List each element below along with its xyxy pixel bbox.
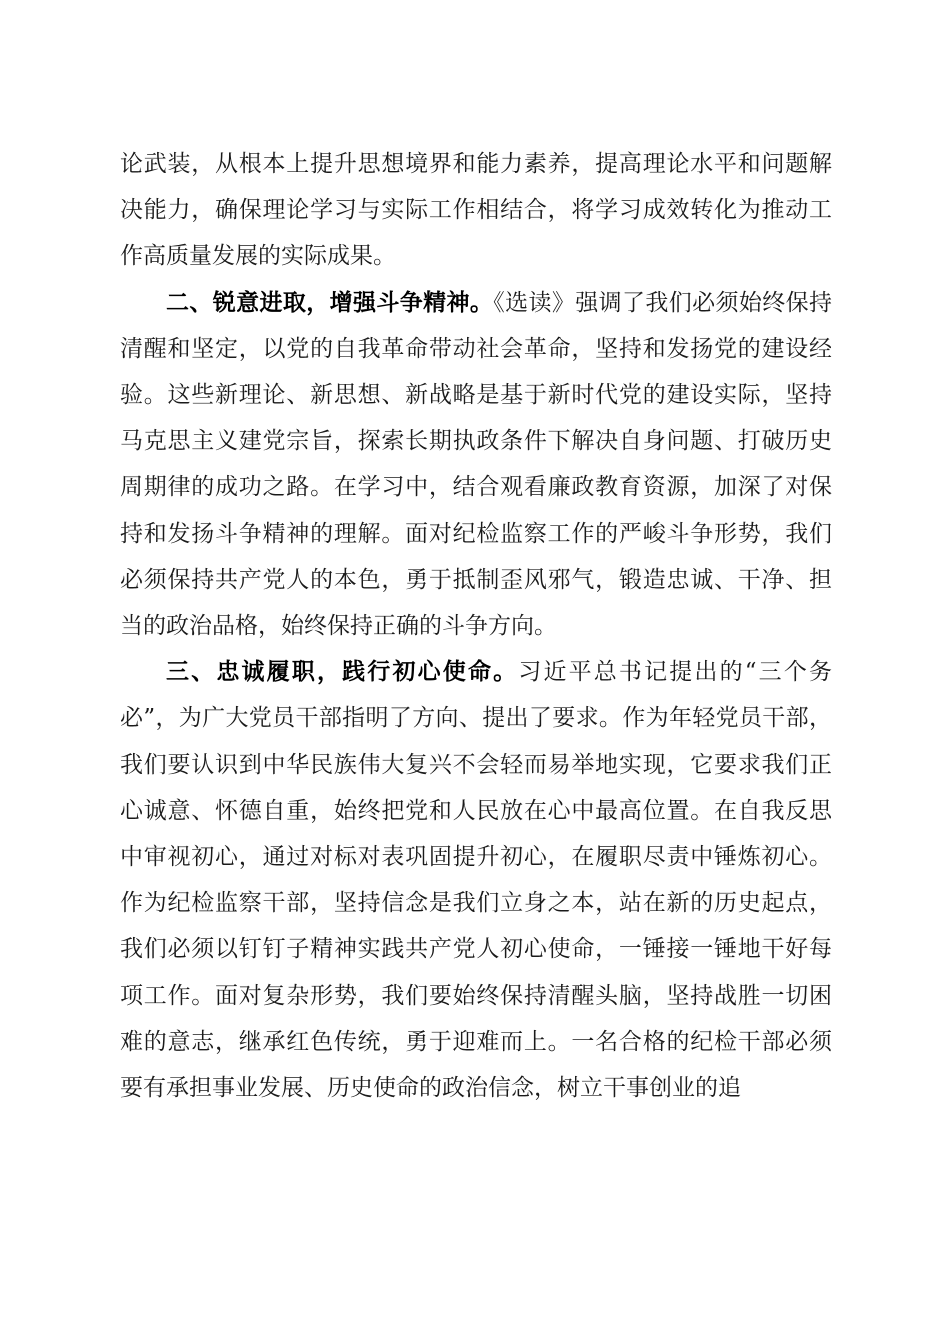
section-heading: 三、忠诚履职，践行初心使命。 (166, 658, 519, 686)
paragraph-text: 习近平总书记提出的“三个务必”，为广大党员干部指明了方向、提出了要求。作为年轻党员干部，我们要认识到中华民族伟大复兴不会轻而易举地实现，它要求我们正心诚意、怀德自重，始终把党和人民放在心中最高位置。在自我反思中审视初心，通过对标对表巩固提升初心，在履职尽责中锤炼初心。作为纪检监察干部，坚持信念是我们立身之本，站在新的历史起点，我们必须以钉钉子精神实践共产党人初心使命，一锤接一锤地干好每项工作。面对复杂形势，我们要始终保持清醒头脑，坚持战胜一切困难的意志，继承红色传统，勇于迎难而上。一名合格的纪检干部必须要有承担事业发展、历史使命的政治信念，树立干事创业的追 (120, 659, 832, 1102)
paragraph-text: 论武装，从根本上提升思想境界和能力素养，提高理论水平和问题解决能力，确保理论学习与实际工作相结合，将学习成效转化为推动工作高质量发展的实际成果。 (120, 151, 832, 270)
paragraph-section-2 (120, 280, 832, 650)
paragraph-section-3 (120, 649, 832, 1111)
section-heading: 二、锐意进取，增强斗争精神。 (166, 288, 494, 316)
paragraph-text: 《选读》强调了我们必须始终保持清醒和坚定，以党的自我革命带动社会革命，坚持和发扬党的建设经验。这些新理论、新思想、新战略是基于新时代党的建设实际，坚持马克思主义建党宗旨，探索长期执政条件下解决自身问题、打破历史周期律的成功之路。在学习中，结合观看廉政教育资源，加深了对保持和发扬斗争精神的理解。面对纪检监察工作的严峻斗争形势，我们必须保持共产党人的本色，勇于抵制歪风邪气，锻造忠诚、干净、担当的政治品格，始终保持正确的斗争方向。 (120, 289, 832, 640)
paragraph-continuation (120, 141, 832, 280)
document-body (120, 141, 832, 1111)
